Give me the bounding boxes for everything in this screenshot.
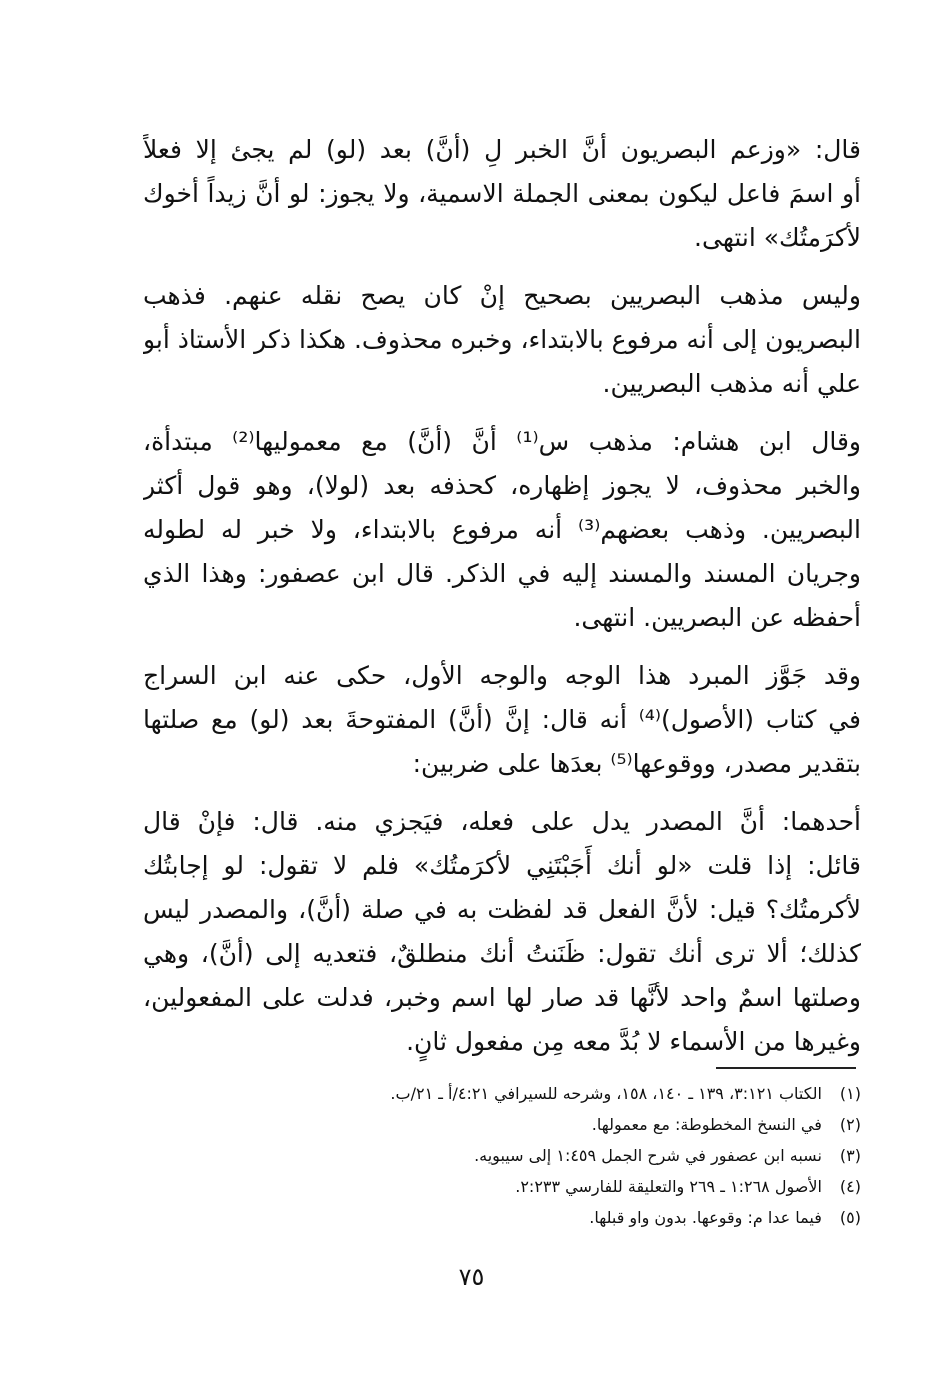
- paragraph: [143, 654, 861, 786]
- footnote-text: الكتاب ٣:١٢١، ١٣٩ ـ ١٤٠، ١٥٨، وشرحه للسيرافي ٤:٢١/أ ـ ٢١/ب.: [390, 1084, 822, 1103]
- paragraph: [143, 420, 861, 640]
- paragraph: [143, 800, 861, 1064]
- page-number: ٧٥: [458, 1263, 485, 1291]
- text-line: وصلتها اسمٌ واحد لأنَّها قد صار لها اسم وخبر، فدلت على المفعولين،: [143, 983, 861, 1012]
- footnote-text: نسبه ابن عصفور في شرح الجمل ١:٤٥٩ إلى سيبويه.: [474, 1146, 822, 1165]
- paragraph: [143, 128, 861, 260]
- text-line: البصريين. وذهب بعضهم⁽³⁾ أنه مرفوع بالابتداء، ولا خبر له لطوله: [143, 515, 861, 544]
- footnote: [143, 1202, 861, 1233]
- footnote-divider: [716, 1067, 856, 1069]
- text-line: وليس مذهب البصريين بصحيح إنْ كان يصح نقله عنهم. فذهب: [143, 281, 861, 310]
- text-line: أحفظه عن البصريين. انتهى.: [573, 603, 861, 632]
- footnote-text: الأصول ١:٢٦٨ ـ ٢٦٩ والتعليقة للفارسي ٢:٢٣٣.: [515, 1177, 822, 1196]
- footnote-number: (٣): [839, 1146, 861, 1165]
- footnote-text: في النسخ المخطوطة: مع معمولها.: [591, 1115, 822, 1134]
- footnote: [143, 1140, 861, 1171]
- text-line: وغيرها من الأسماء لا بُدَّ معه مِن مفعول ثانٍ.: [406, 1027, 861, 1056]
- footnote-number: (١): [839, 1084, 861, 1103]
- text-line: قال: «وزعم البصريون أنَّ الخبر لِ (أنَّ) بعد (لو) لم يجئ إلا فعلاً: [143, 135, 861, 164]
- footnote: [143, 1171, 861, 1202]
- text-line: لأكرمتُك؟ قيل: لأنَّ الفعل قد لفظت به في صلة (أنَّ)، والمصدر ليس: [143, 895, 861, 924]
- text-line: في كتاب (الأصول)⁽⁴⁾ أنه قال: إنَّ (أنَّ) المفتوحةَ بعد (لو) مع صلتها: [143, 705, 861, 734]
- footnote-text: فيما عدا م: وقوعها. بدون واو قبلها.: [589, 1208, 822, 1227]
- text-line: وقد جَوَّز المبرد هذا الوجه والوجه الأول، حكى عنه ابن السراج: [143, 661, 861, 690]
- paragraph: [143, 274, 861, 406]
- text-line: بتقدير مصدر، ووقوعها⁽⁵⁾ بعدَها على ضربين:: [412, 749, 861, 778]
- text-line: البصريون إلى أنه مرفوع بالابتداء، وخبره محذوف. هكذا ذكر الأستاذ أبو: [143, 325, 861, 354]
- footnote-number: (٤): [839, 1177, 861, 1196]
- text-line: علي أنه مذهب البصريين.: [602, 369, 861, 398]
- main-text: [143, 128, 861, 1078]
- text-line: أو اسمَ فاعل ليكون بمعنى الجملة الاسمية، ولا يجوز: لو أنَّ زيداً أخوك: [143, 179, 861, 208]
- text-line: لأكرَمتُك» انتهى.: [694, 223, 861, 252]
- text-line: وجريان المسند والمسند إليه في الذكر. قال ابن عصفور: وهذا الذي: [143, 559, 861, 588]
- footnote: [143, 1109, 861, 1140]
- text-line: أحدهما: أنَّ المصدر يدل على فعله، فيَجزي منه. قال: فإنْ قال: [143, 807, 861, 836]
- text-line: قائل: إذا قلت «لو أنك أَجَبْتَنِي لأكرَمتُك» فلم لا تقول: لو إجابتُك: [143, 851, 861, 880]
- footnotes: [143, 1078, 861, 1233]
- text-line: كذلك؛ ألا ترى أنك تقول: ظَنَنتُ أنك منطلقٌ، فتعديه إلى (أنَّ)، وهي: [143, 939, 861, 968]
- text-line: وقال ابن هشام: مذهب س⁽¹⁾ أنَّ (أنَّ) مع معموليها⁽²⁾ مبتدأة،: [143, 427, 861, 456]
- text-line: والخبر محذوف، لا يجوز إظهاره، كحذفه بعد (لولا)، وهو قول أكثر: [143, 471, 861, 500]
- footnote: [143, 1078, 861, 1109]
- footnote-number: (٢): [839, 1115, 861, 1134]
- footnote-number: (٥): [839, 1208, 861, 1227]
